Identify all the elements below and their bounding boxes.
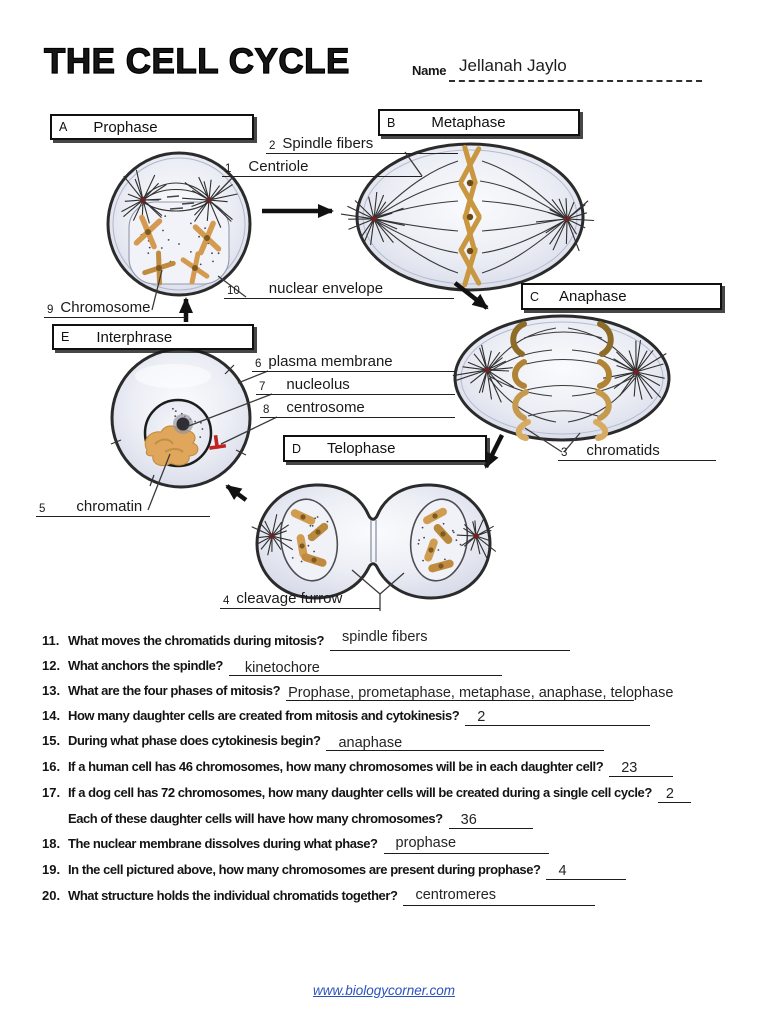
question-13 xyxy=(42,683,674,701)
question-text: Each of these daughter cells will have how many chromosomes? xyxy=(68,811,443,826)
answer-value: anaphase xyxy=(338,735,403,751)
question-text: What anchors the spindle? xyxy=(68,658,223,673)
part-name: centrosome xyxy=(286,399,365,416)
part-name: nuclear envelope xyxy=(268,280,384,297)
phase-box-interphase xyxy=(52,324,254,350)
answer-value: 4 xyxy=(558,863,567,879)
arrow-anaphase-to-telophase xyxy=(486,435,502,467)
question-text: How many daughter cells are created from mitosis and cytokinesis? xyxy=(68,708,460,723)
answer-line xyxy=(330,629,570,651)
phase-box-metaphase xyxy=(378,109,580,136)
answer-value: 2 xyxy=(665,786,674,802)
phase-letter: A xyxy=(59,120,68,134)
page-title: THE CELL CYCLE xyxy=(44,42,350,81)
interphase-cell xyxy=(111,349,250,487)
answer-line xyxy=(384,836,549,854)
phase-name: Metaphase xyxy=(431,114,506,131)
anaphase-cell xyxy=(453,316,669,440)
part-label-centriole xyxy=(222,158,422,177)
question-16 xyxy=(42,759,673,777)
part-name: cleavage furrow xyxy=(236,590,343,607)
part-name: chromatin xyxy=(76,498,143,515)
answer-line xyxy=(546,862,626,880)
answer-line xyxy=(403,888,595,906)
question-number: 13. xyxy=(42,683,61,698)
phase-name: Interphrase xyxy=(96,328,173,346)
question-text: What structure holds the individual chromatids together? xyxy=(68,888,398,903)
question-text: In the cell pictured above, how many chromosomes are present during prophase? xyxy=(68,862,541,877)
question-number: 19. xyxy=(42,862,61,877)
question-number: 12. xyxy=(42,658,61,673)
question-text: If a human cell has 46 chromosomes, how many chromosomes will be in each daughter cell? xyxy=(68,759,604,774)
answer-value: Prophase, prometaphase, metaphase, anaphase, telophase xyxy=(288,685,674,701)
part-name: chromatids xyxy=(586,442,660,459)
answer-value: spindle fibers xyxy=(342,629,428,645)
part-number: 7 xyxy=(259,381,266,393)
part-label-chromosome xyxy=(44,299,186,318)
answer-line xyxy=(609,759,673,777)
part-number: 5 xyxy=(39,503,46,515)
answer-value: 23 xyxy=(621,760,638,776)
question-text: What moves the chromatids during mitosis? xyxy=(68,633,325,648)
phase-letter: C xyxy=(530,289,540,304)
part-label-plasma-membrane xyxy=(252,353,455,372)
part-number: 2 xyxy=(269,140,276,152)
phase-box-telophase xyxy=(283,435,487,462)
name-label: Name xyxy=(412,63,447,78)
question-12 xyxy=(42,658,502,676)
answer-line xyxy=(449,811,533,829)
part-number: 6 xyxy=(255,358,262,370)
part-name: Chromosome xyxy=(60,299,151,316)
part-name: Spindle fibers xyxy=(282,135,374,152)
part-number: 3 xyxy=(561,447,568,459)
part-label-nucleolus xyxy=(256,376,455,395)
phase-name: Prophase xyxy=(93,118,158,136)
name-value: Jellanah Jaylo xyxy=(459,56,567,75)
part-name: plasma membrane xyxy=(268,353,393,370)
arrow-telophase-to-interphase xyxy=(227,486,246,500)
answer-value: prophase xyxy=(395,835,457,851)
question-15 xyxy=(42,733,604,751)
question-number: 17. xyxy=(42,785,61,800)
answer-line xyxy=(326,733,604,751)
part-number: 8 xyxy=(263,404,270,416)
question-number: 15. xyxy=(42,733,61,748)
part-label-spindle-fibers xyxy=(266,135,458,154)
part-label-cleavage-furrow xyxy=(220,590,380,609)
part-number: 10 xyxy=(227,285,240,297)
answer-line xyxy=(286,683,674,701)
part-label-chromatids xyxy=(558,442,716,461)
part-name: nucleolus xyxy=(286,376,350,393)
question-17b xyxy=(42,811,533,829)
question-text: The nuclear membrane dissolves during what phase? xyxy=(68,836,378,851)
answer-value: 36 xyxy=(460,812,477,828)
question-11 xyxy=(42,629,570,651)
telophase-cell xyxy=(252,485,496,598)
phase-name: Anaphase xyxy=(559,288,627,305)
answer-line xyxy=(658,785,691,803)
phase-letter: E xyxy=(61,330,70,344)
part-label-centrosome xyxy=(260,399,455,418)
phase-box-prophase xyxy=(50,114,254,140)
part-name: Centriole xyxy=(248,158,309,175)
answer-line xyxy=(229,658,502,676)
answer-value: centromeres xyxy=(415,887,497,903)
question-number: 20. xyxy=(42,888,61,903)
phase-letter: B xyxy=(387,115,396,130)
phase-box-anaphase xyxy=(521,283,722,310)
question-number: 14. xyxy=(42,708,61,723)
question-text: During what phase does cytokinesis begin? xyxy=(68,733,321,748)
question-number: 11. xyxy=(42,633,60,648)
phase-letter: D xyxy=(292,441,302,456)
part-number: 1 xyxy=(225,163,232,175)
question-20 xyxy=(42,888,595,906)
footer xyxy=(0,982,768,1000)
part-label-nuclear-envelope xyxy=(224,280,454,299)
question-text: What are the four phases of mitosis? xyxy=(68,683,281,698)
answer-value: 2 xyxy=(477,709,486,725)
answer-line xyxy=(465,708,650,726)
question-number: 18. xyxy=(42,836,61,851)
part-label-chromatin xyxy=(36,498,210,517)
phase-name: Telophase xyxy=(327,440,396,457)
question-text: If a dog cell has 72 chromosomes, how many daughter cells will be created during a single cell cycle? xyxy=(68,785,652,800)
answer-value: kinetochore xyxy=(244,660,320,676)
part-number: 4 xyxy=(223,595,230,607)
question-18 xyxy=(42,836,549,854)
question-number: 16. xyxy=(42,759,61,774)
part-number: 9 xyxy=(47,304,54,316)
question-14 xyxy=(42,708,650,726)
question-19 xyxy=(42,862,626,880)
footer-link[interactable]: www.biologycorner.com xyxy=(312,983,456,998)
question-17 xyxy=(42,785,691,803)
name-line xyxy=(449,56,702,82)
